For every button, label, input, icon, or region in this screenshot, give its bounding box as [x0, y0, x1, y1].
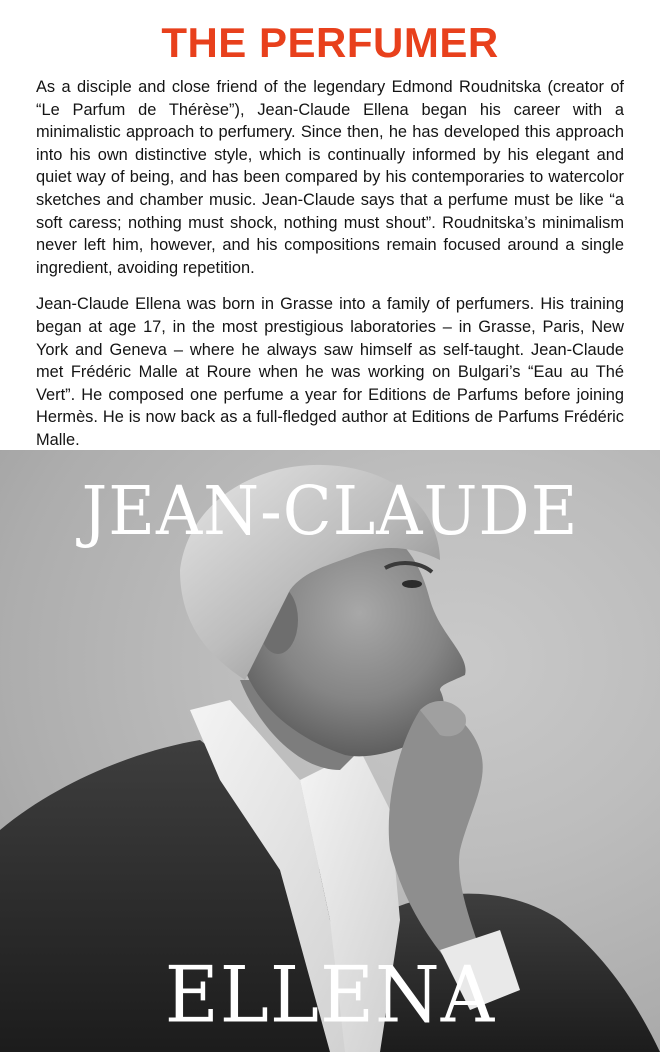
- article-body: [36, 76, 624, 466]
- text-section: [0, 0, 660, 450]
- page-title: THE PERFUMER: [161, 19, 499, 66]
- portrait-photo: [0, 450, 660, 1052]
- eye-shape: [402, 580, 422, 588]
- paragraph-1: As a disciple and close friend of the legendary Edmond Roudnitska (creator of “Le Parfum de Thérèse”), Jean-Claude Ellena began his career with a minimalistic approach to perfumery. Since then, he has developed this approach into his own distinctive style, which is continually informed by his elegant and quiet way of being, and has been compared by his contemporaries to watercolor sketches and chamber music. Jean-Claude says that a perfume must be like “a soft caress; nothing must shock, nothing must shout”. Roudnitska’s minimalism never left him, however, and his compositions remain focused around a single ingredient, avoiding repetition.: [36, 78, 624, 277]
- portrait-first-name: JEAN-CLAUDE: [81, 473, 579, 551]
- paragraph-2: Jean-Claude Ellena was born in Grasse into a family of perfumers. His training began at age 17, in the most prestigious laboratories – in Grasse, Paris, New York and Geneva – where he always saw himself as self-taught. Jean-Claude met Frédéric Malle at Roure when he was working on Bulgari’s “Eau au Thé Vert”. He composed one perfume a year for Editions de Parfums before joining Hermès. He is now back as a full-fledged author at Editions de Parfums Frédéric Malle.: [36, 295, 624, 449]
- portrait-last-name: ELLENA: [164, 949, 496, 1041]
